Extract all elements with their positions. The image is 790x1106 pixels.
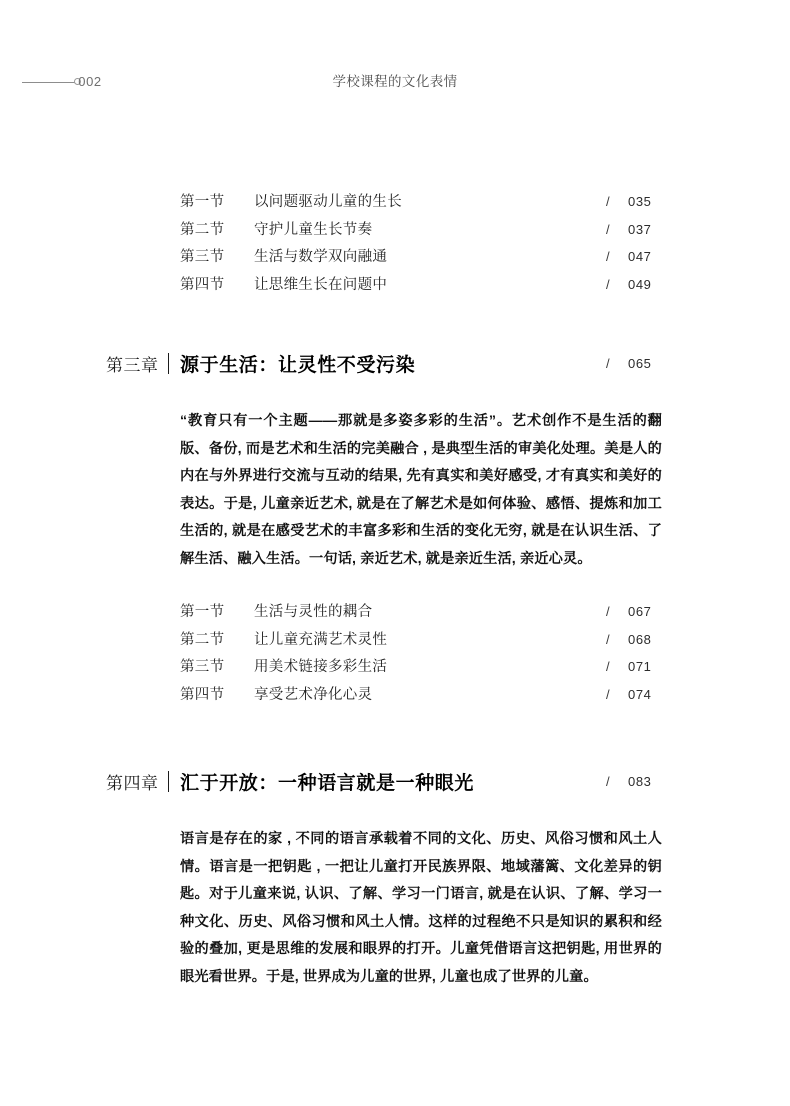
toc-row[interactable] bbox=[180, 245, 662, 273]
toc-section-label: 第一节 bbox=[180, 194, 225, 210]
chapter-divider-bar bbox=[168, 353, 170, 374]
toc-separator: / bbox=[606, 194, 610, 209]
toc-page-number: 074 bbox=[628, 686, 652, 702]
toc-row[interactable] bbox=[180, 628, 662, 656]
toc-row[interactable] bbox=[180, 218, 662, 246]
toc-page-number: 068 bbox=[628, 631, 652, 647]
toc-page-number: 067 bbox=[628, 604, 652, 619]
toc-page-number: 071 bbox=[628, 659, 652, 674]
toc-separator: / bbox=[606, 249, 610, 264]
chapter-intro-paragraph-3: “教育只有一个主题——那就是多姿多彩的生活”。艺术创作不是生活的翻版、备份, 而是艺术和生活的完美融合 , 是典型生活的审美化处理。美是人的内在与外界进行交流与互动的结果, 先有真实和美好感受, 才有真实和美好的表达。于是, 儿童亲近艺术, 就是在了解艺术是如何体验、感悟、提炼和加工生活的, 就是在感受艺术的丰富多彩和生活的变化无穷, 就是在认识生活、了解生活、融入生活。一句话, 亲近艺术, 就是亲近生活, 亲近心灵。 bbox=[180, 413, 662, 567]
chapter-page-number: 083 bbox=[628, 774, 652, 789]
chapter-page-number: 065 bbox=[628, 356, 652, 371]
chapter-title-text: 汇于开放：一种语言就是一种眼光 bbox=[180, 773, 475, 794]
running-book-title: 学校课程的文化表情 bbox=[332, 74, 458, 89]
chapter-title-text: 源于生活：让灵性不受污染 bbox=[180, 355, 416, 376]
toc-page-number: 037 bbox=[628, 221, 652, 237]
toc-section-label: 第二节 bbox=[180, 221, 225, 238]
page-header bbox=[0, 72, 790, 94]
chapter-intro-paragraph-4: 语言是存在的家 , 不同的语言承载着不同的文化、历史、风俗习惯和风土人情。语言是一把钥匙 , 一把让儿童打开民族界限、地域藩篱、文化差异的钥匙。对于儿童来说, 认识、了解、学习一门语言, 就是在认识、了解、学习一种文化、历史、风俗习惯和风土人情。这样的过程绝不只是知识的累积和经验的叠加, 更是思维的发展和眼界的打开。儿童凭借语言这把钥匙, 用世界的眼光看世界。于是, 世界成为儿童的世界, 儿童也成了世界的儿童。 bbox=[180, 831, 662, 985]
chapter-heading-4[interactable] bbox=[106, 768, 662, 795]
toc-section-title: 生活与数学双向融通 bbox=[254, 249, 388, 265]
toc-section-label: 第三节 bbox=[180, 249, 225, 265]
toc-row[interactable] bbox=[180, 655, 662, 683]
toc-separator: / bbox=[606, 659, 610, 674]
toc-section-label: 第四节 bbox=[180, 276, 225, 293]
toc-section-title: 以问题驱动儿童的生长 bbox=[254, 194, 402, 210]
toc-section-title: 让思维生长在问题中 bbox=[254, 276, 388, 293]
toc-section-list-2 bbox=[180, 600, 662, 710]
chapter-separator: / bbox=[606, 356, 610, 371]
chapter-number-label: 第四章 bbox=[106, 774, 159, 793]
toc-separator: / bbox=[606, 221, 610, 237]
toc-row[interactable] bbox=[180, 190, 662, 218]
toc-separator: / bbox=[606, 276, 610, 292]
toc-row[interactable] bbox=[180, 683, 662, 711]
chapter-divider-bar bbox=[168, 771, 170, 792]
toc-page-number: 049 bbox=[628, 276, 652, 292]
toc-separator: / bbox=[606, 631, 610, 647]
toc-row[interactable] bbox=[180, 600, 662, 628]
toc-section-title: 守护儿童生长节奏 bbox=[254, 221, 373, 238]
toc-section-title: 享受艺术净化心灵 bbox=[254, 686, 373, 703]
chapter-separator: / bbox=[606, 774, 610, 789]
toc-row[interactable] bbox=[180, 273, 662, 301]
toc-section-title: 用美术链接多彩生活 bbox=[254, 659, 388, 675]
chapter-number-label: 第三章 bbox=[106, 356, 159, 375]
toc-page-number: 047 bbox=[628, 249, 652, 264]
toc-section-label: 第二节 bbox=[180, 631, 225, 648]
toc-page-number: 035 bbox=[628, 194, 652, 209]
toc-section-title: 让儿童充满艺术灵性 bbox=[254, 631, 388, 648]
toc-separator: / bbox=[606, 604, 610, 619]
page-folio-number: 002 bbox=[78, 74, 102, 89]
toc-section-label: 第一节 bbox=[180, 604, 225, 620]
toc-section-label: 第四节 bbox=[180, 686, 225, 703]
toc-section-title: 生活与灵性的耦合 bbox=[254, 604, 373, 620]
toc-section-label: 第三节 bbox=[180, 659, 225, 675]
toc-separator: / bbox=[606, 686, 610, 702]
chapter-heading-3[interactable] bbox=[106, 350, 662, 377]
toc-section-list-1 bbox=[180, 190, 662, 300]
